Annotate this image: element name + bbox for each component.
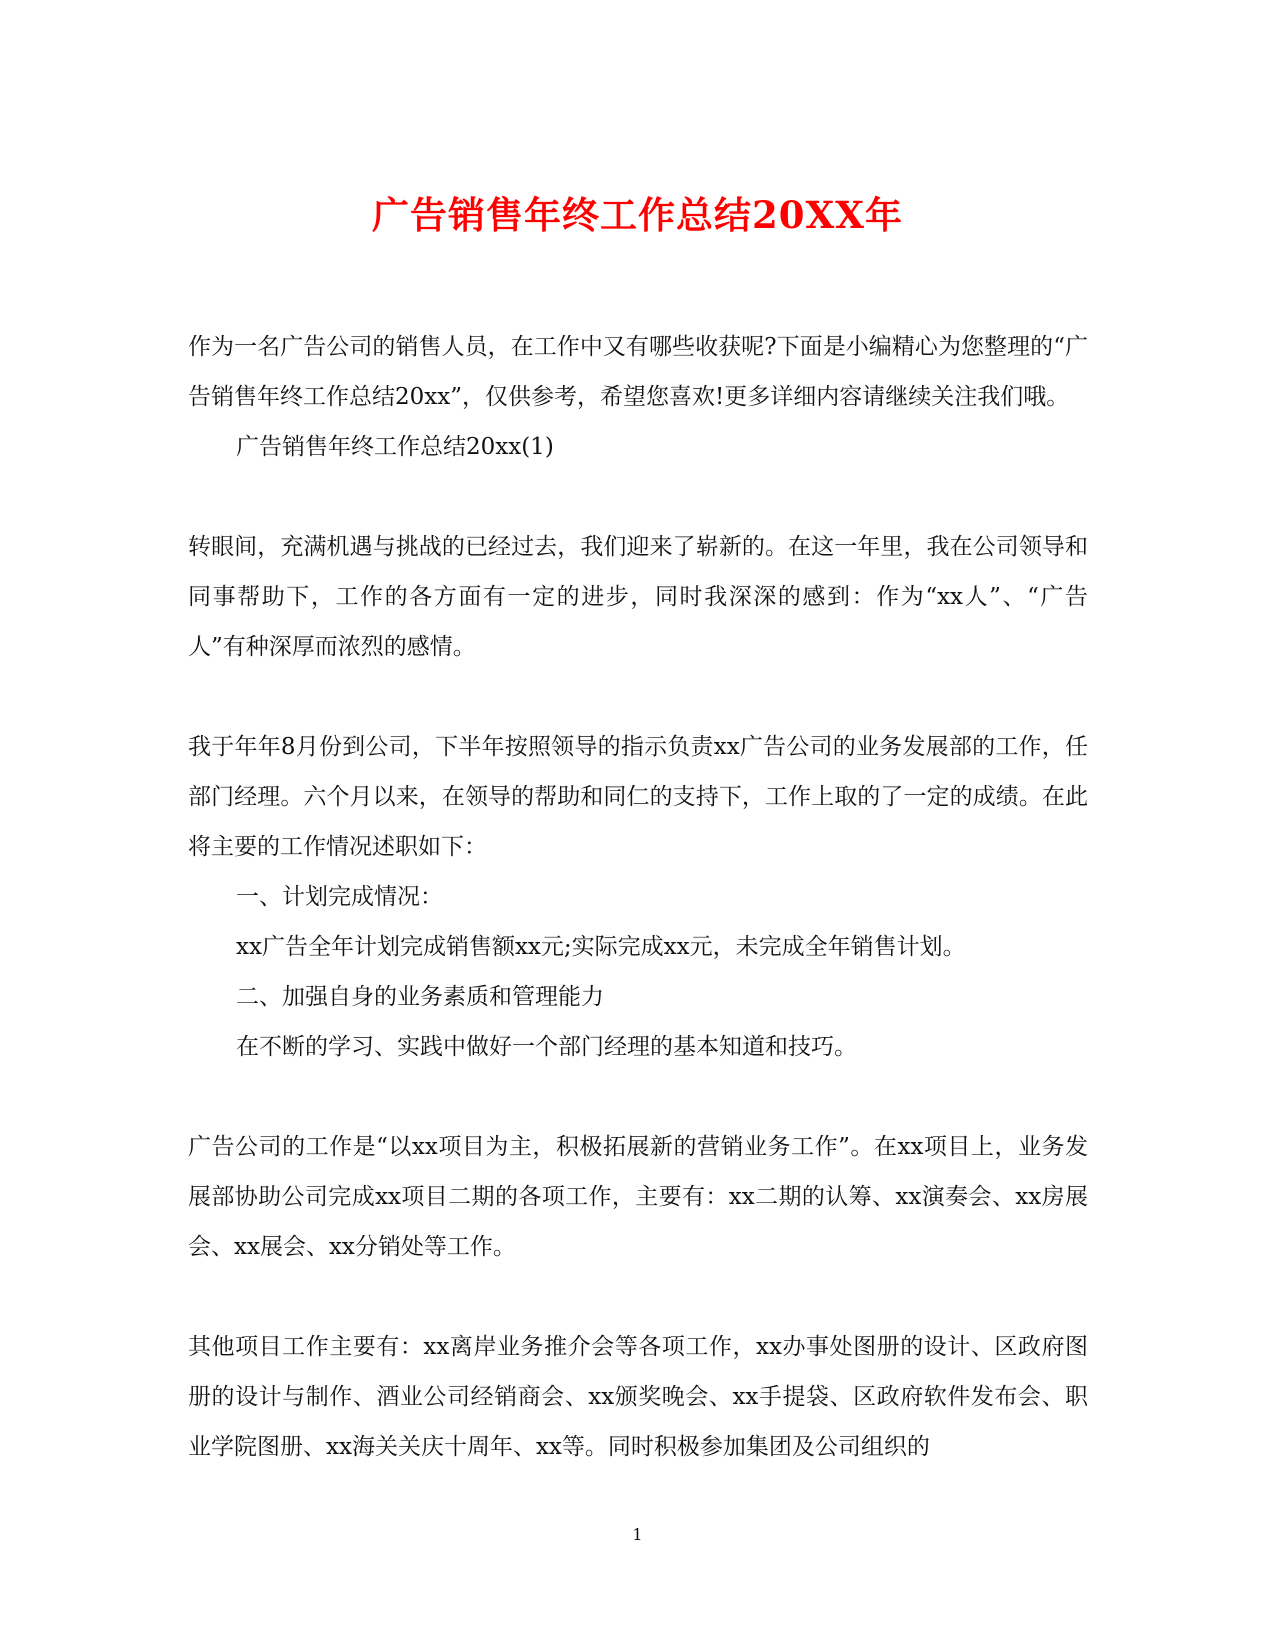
list-heading: 二、加强自身的业务素质和管理能力 — [236, 984, 604, 1010]
intro-paragraph: 作为一名广告公司的销售人员，在工作中又有哪些收获呢?下面是小编精心为您整理的“广告销售年终工作总结20xx”，仅供参考，希望您喜欢!更多详细内容请继续关注我们哦。 — [188, 334, 1088, 410]
document-body — [188, 322, 1088, 1472]
page-number: 1 — [632, 1525, 643, 1544]
section-heading: 广告销售年终工作总结20xx(1) — [236, 434, 554, 460]
list-item: 在不断的学习、实践中做好一个部门经理的基本知道和技巧。 — [236, 1034, 857, 1060]
body-paragraph: 我于年年8月份到公司，下半年按照领导的指示负责xx广告公司的业务发展部的工作，任部门经理。六个月以来，在领导的帮助和同仁的支持下，工作上取的了一定的成绩。在此将主要的工作情况述职如下： — [188, 734, 1088, 860]
body-paragraph: 转眼间，充满机遇与挑战的已经过去，我们迎来了崭新的。在这一年里，我在公司领导和同事帮助下，工作的各方面有一定的进步，同时我深深的感到：作为“xx人”、“广告人”有种深厚而浓烈的感情。 — [188, 534, 1088, 660]
body-paragraph: 其他项目工作主要有：xx离岸业务推介会等各项工作，xx办事处图册的设计、区政府图册的设计与制作、酒业公司经销商会、xx颁奖晚会、xx手提袋、区政府软件发布会、职业学院图册、xx海关关庆十周年、xx等。同时积极参加集团及公司组织的 — [188, 1334, 1088, 1460]
list-heading: 一、计划完成情况： — [236, 884, 443, 910]
document-title: 广告销售年终工作总结20XX年 — [372, 192, 903, 237]
body-paragraph: 广告公司的工作是“以xx项目为主，积极拓展新的营销业务工作”。在xx项目上，业务发展部协助公司完成xx项目二期的各项工作，主要有：xx二期的认筹、xx演奏会、xx房展会、xx展会、xx分销处等工作。 — [188, 1134, 1088, 1260]
list-item: xx广告全年计划完成销售额xx元;实际完成xx元，未完成全年销售计划。 — [236, 934, 966, 960]
